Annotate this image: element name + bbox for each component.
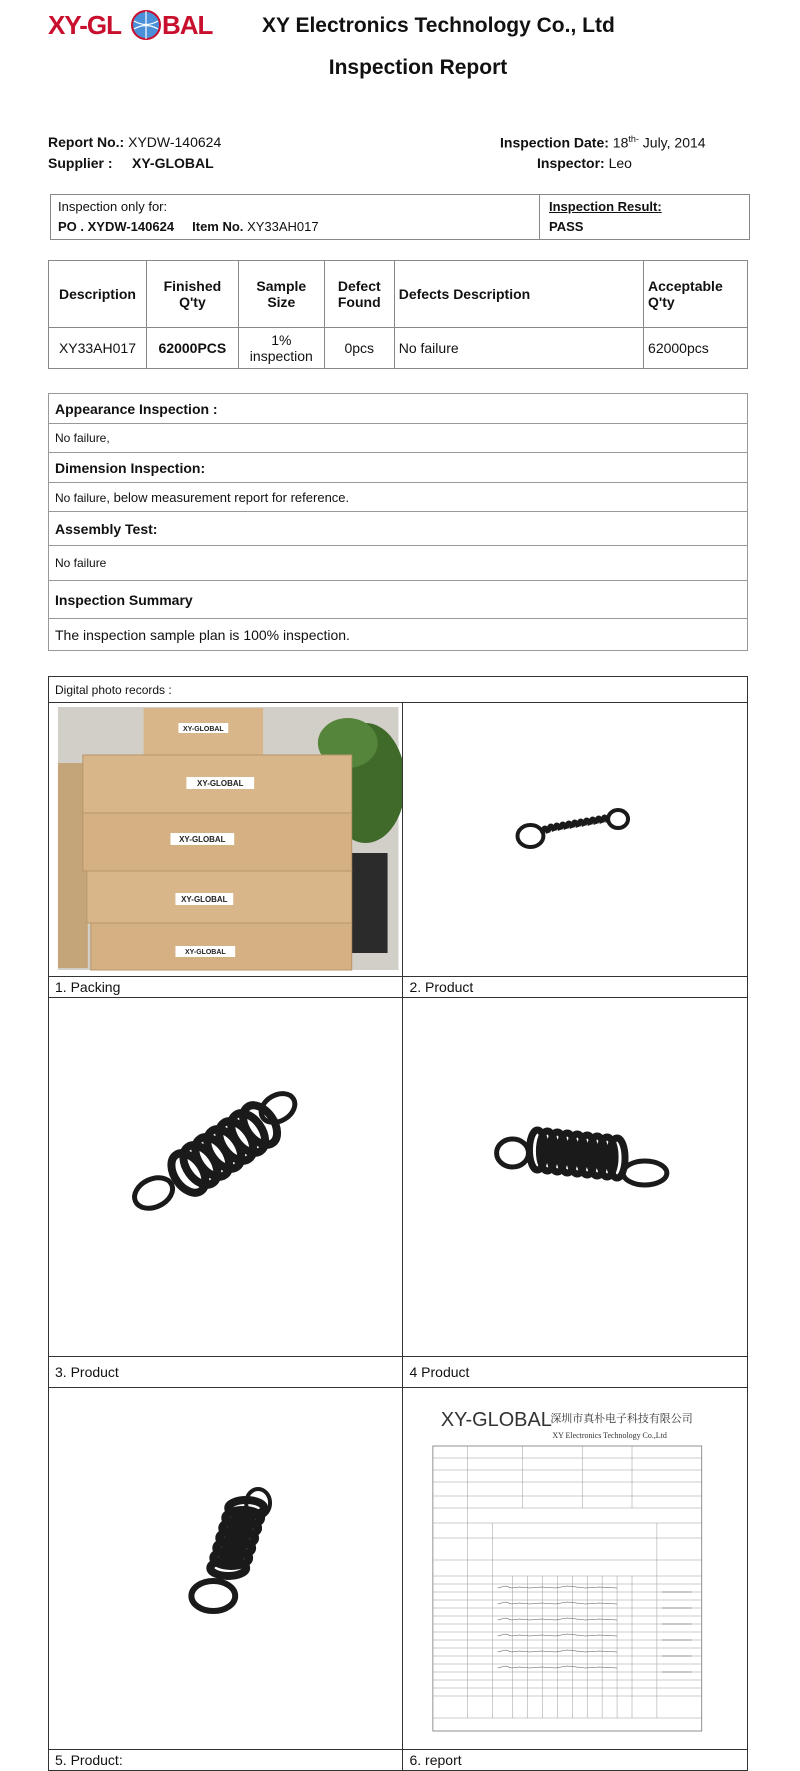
caption-report: 6. report xyxy=(403,1750,748,1771)
header-finished-qty: Finished Q'ty xyxy=(146,261,238,328)
spring-photo-image xyxy=(403,998,747,1353)
inspector: Inspector: Leo xyxy=(537,155,632,171)
results-header-row xyxy=(49,261,748,328)
photo-records-header: Digital photo records : xyxy=(49,677,748,703)
spring-photo-image xyxy=(49,998,402,1353)
cell-finished-qty: 62000PCS xyxy=(146,328,238,369)
header-defects-description: Defects Description xyxy=(394,261,643,328)
inspection-sections xyxy=(48,393,748,651)
company-name: XY Electronics Technology Co., Ltd xyxy=(262,14,615,37)
header-sample-size: Sample Size xyxy=(238,261,324,328)
caption-product-3: 3. Product xyxy=(49,1357,403,1388)
box-label: XY-GLOBAL xyxy=(181,894,228,905)
photo-records-table xyxy=(48,676,748,1771)
spring-photo-image xyxy=(403,703,747,973)
appearance-text: No failure, xyxy=(49,424,748,453)
photo-product-3 xyxy=(49,998,403,1357)
box-label: XY-GLOBAL xyxy=(185,948,226,957)
inspection-only-for-label: Inspection only for: xyxy=(58,199,168,214)
packing-photo-image xyxy=(49,703,402,973)
cell-defects-description: No failure xyxy=(394,328,643,369)
header-description: Description xyxy=(49,261,147,328)
caption-packing: 1. Packing xyxy=(49,977,403,998)
appearance-title: Appearance Inspection : xyxy=(49,394,748,424)
photo-product-4 xyxy=(403,998,748,1357)
results-table xyxy=(48,260,748,369)
inspection-result-value: PASS xyxy=(549,219,584,234)
table-row xyxy=(49,328,748,369)
xy-global-logo xyxy=(48,8,248,42)
svg-text:XY-GL: XY-GL xyxy=(48,10,122,40)
svg-text:BAL: BAL xyxy=(162,10,213,40)
header-defect-found: Defect Found xyxy=(324,261,394,328)
report-company-cn: 深圳市真朴电子科技有限公司 xyxy=(550,1412,694,1426)
po-item-line: PO . XYDW-140624 Item No. XY33AH017 xyxy=(58,219,319,234)
report-company-en: XY Electronics Technology Co.,Ltd xyxy=(552,1430,668,1441)
caption-product-4: 4 Product xyxy=(403,1357,748,1388)
photo-packing xyxy=(49,703,403,977)
assembly-title: Assembly Test: xyxy=(49,512,748,546)
inspection-result-label: Inspection Result: xyxy=(549,199,662,214)
box-label: XY-GLOBAL xyxy=(179,834,226,845)
box-label: XY-GLOBAL xyxy=(197,778,244,789)
inspection-only-for-box xyxy=(50,194,750,240)
summary-title: Inspection Summary xyxy=(49,581,748,619)
cell-description: XY33AH017 xyxy=(49,328,147,369)
spring-photo-image xyxy=(49,1388,402,1746)
cell-defect-found: 0pcs xyxy=(324,328,394,369)
dimension-text: No failure, below measurement report for reference. xyxy=(49,483,748,512)
supplier: Supplier : XY-GLOBAL xyxy=(48,155,214,171)
cell-sample-size: 1% inspection xyxy=(238,328,324,369)
dimension-title: Dimension Inspection: xyxy=(49,453,748,483)
report-title: Inspection Report xyxy=(328,56,508,79)
cell-acceptable-qty: 62000pcs xyxy=(644,328,748,369)
box-label: XY-GLOBAL xyxy=(183,725,224,734)
summary-text: The inspection sample plan is 100% inspection. xyxy=(49,619,748,651)
report-no: Report No.: XYDW-140624 xyxy=(48,134,222,150)
header-acceptable-qty: Acceptable Q'ty xyxy=(644,261,748,328)
report-logo-text: XY-GLOBAL xyxy=(441,1408,553,1432)
photo-product-2 xyxy=(403,703,748,977)
inspection-date: Inspection Date: $18^{th-}$ July, 2014 xyxy=(500,134,706,151)
report-scan-image xyxy=(403,1388,747,1746)
photo-report xyxy=(403,1388,748,1750)
assembly-text: No failure xyxy=(49,546,748,581)
caption-product-2: 2. Product xyxy=(403,977,748,998)
photo-product-5 xyxy=(49,1388,403,1750)
caption-product-5: 5. Product: xyxy=(49,1750,403,1771)
